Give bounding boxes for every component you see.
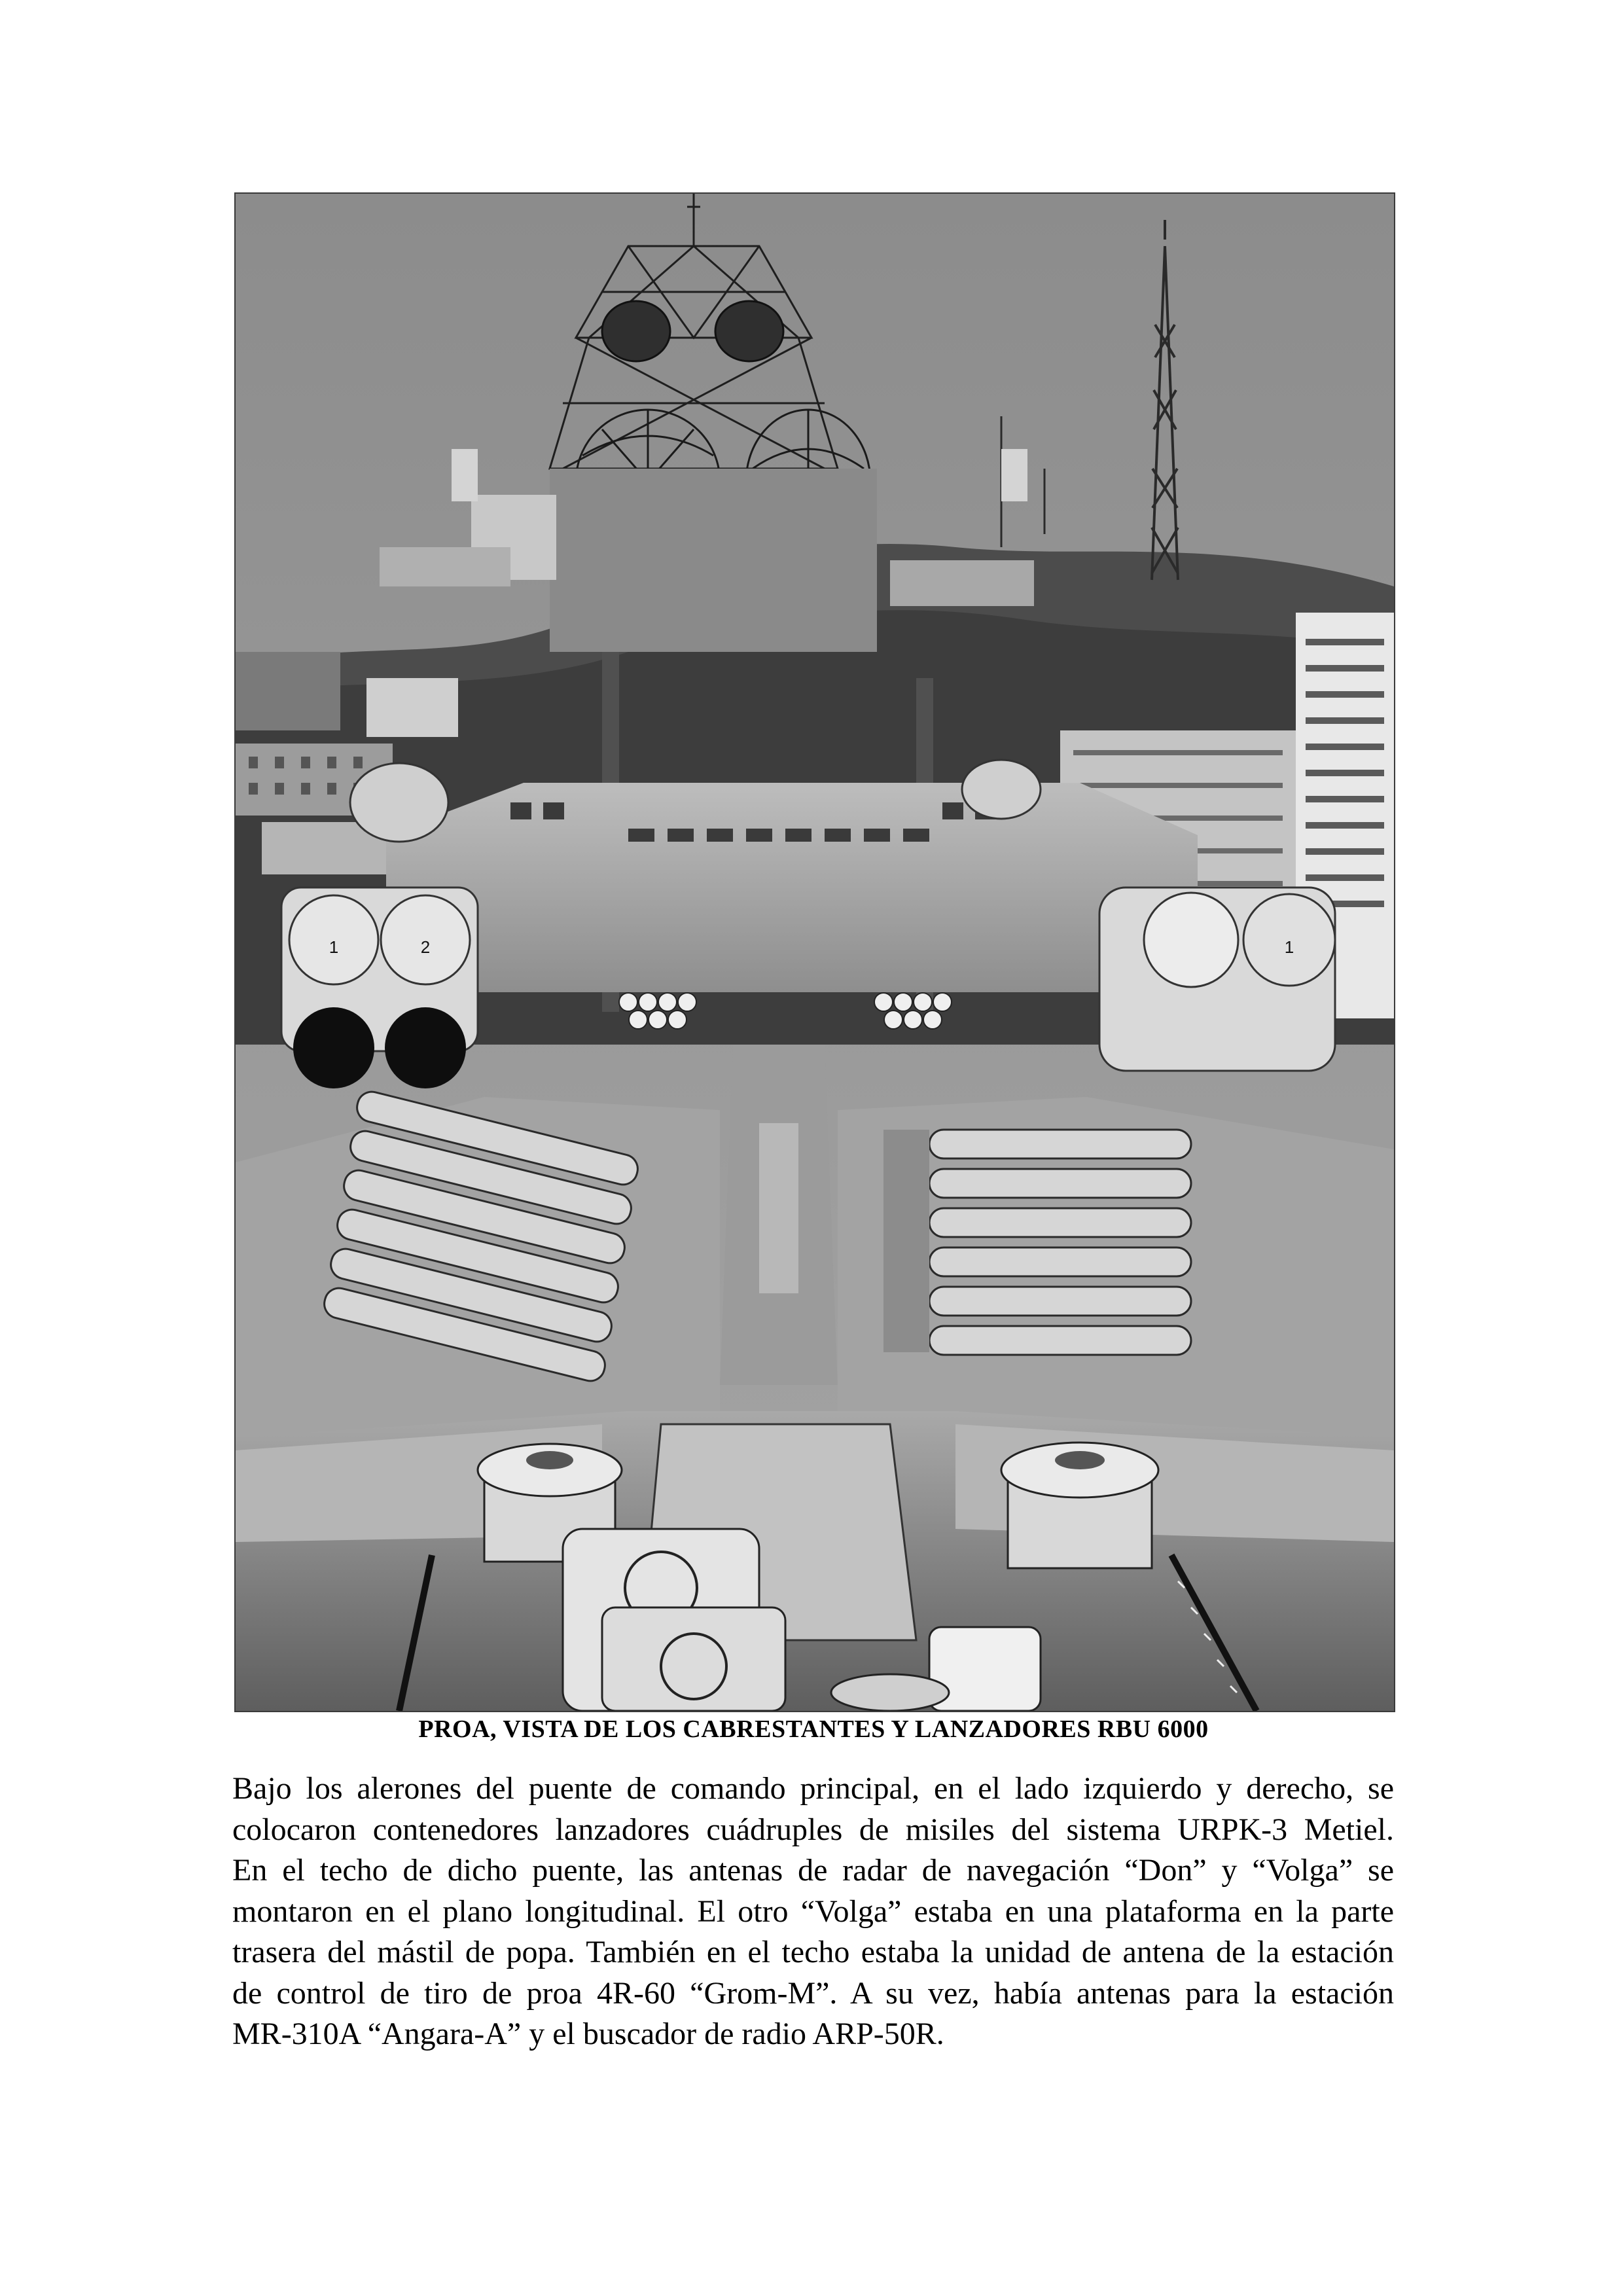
body-paragraph [232, 1768, 1394, 2055]
ship-bow-illustration [236, 194, 1394, 1711]
ship-bow-photo [234, 192, 1395, 1712]
paragraph-line: colocaron contenedores lanzadores cuádruples de misiles del sistema URPK-3 Metiel. [232, 1812, 1394, 1847]
missile-containers-right [1099, 888, 1335, 1071]
launcher-number-2: 2 [420, 937, 431, 957]
paragraph-line: trasera del mástil de popa. También en el techo estaba la unidad de antena de la estación [232, 1935, 1394, 1969]
figure-caption: PROA, VISTA DE LOS CABRESTANTES Y LANZADORES RBU 6000 [418, 1715, 1209, 1743]
capstan-right [1001, 1443, 1158, 1568]
paragraph-line: montaron en el plano longitudinal. El otro “Volga” estaba en una plataforma en la parte [232, 1893, 1394, 1929]
paragraph-line: de control de tiro de proa 4R-60 “Grom-M”. A su vez, había antenas para la estación [232, 1975, 1394, 2011]
launcher-number-3: 1 [1284, 937, 1294, 957]
paragraph-line: MR-310A “Angara-A” y el buscador de radio ARP-50R. [232, 2017, 944, 2051]
paragraph-line: Bajo los alerones del puente de comando principal, en el lado izquierdo y derecho, se [232, 1771, 1394, 1806]
paragraph-line: En el techo de dicho puente, las antenas de radar de navegación “Don” y “Volga” se [232, 1853, 1394, 1888]
launcher-number-1: 1 [329, 937, 339, 957]
